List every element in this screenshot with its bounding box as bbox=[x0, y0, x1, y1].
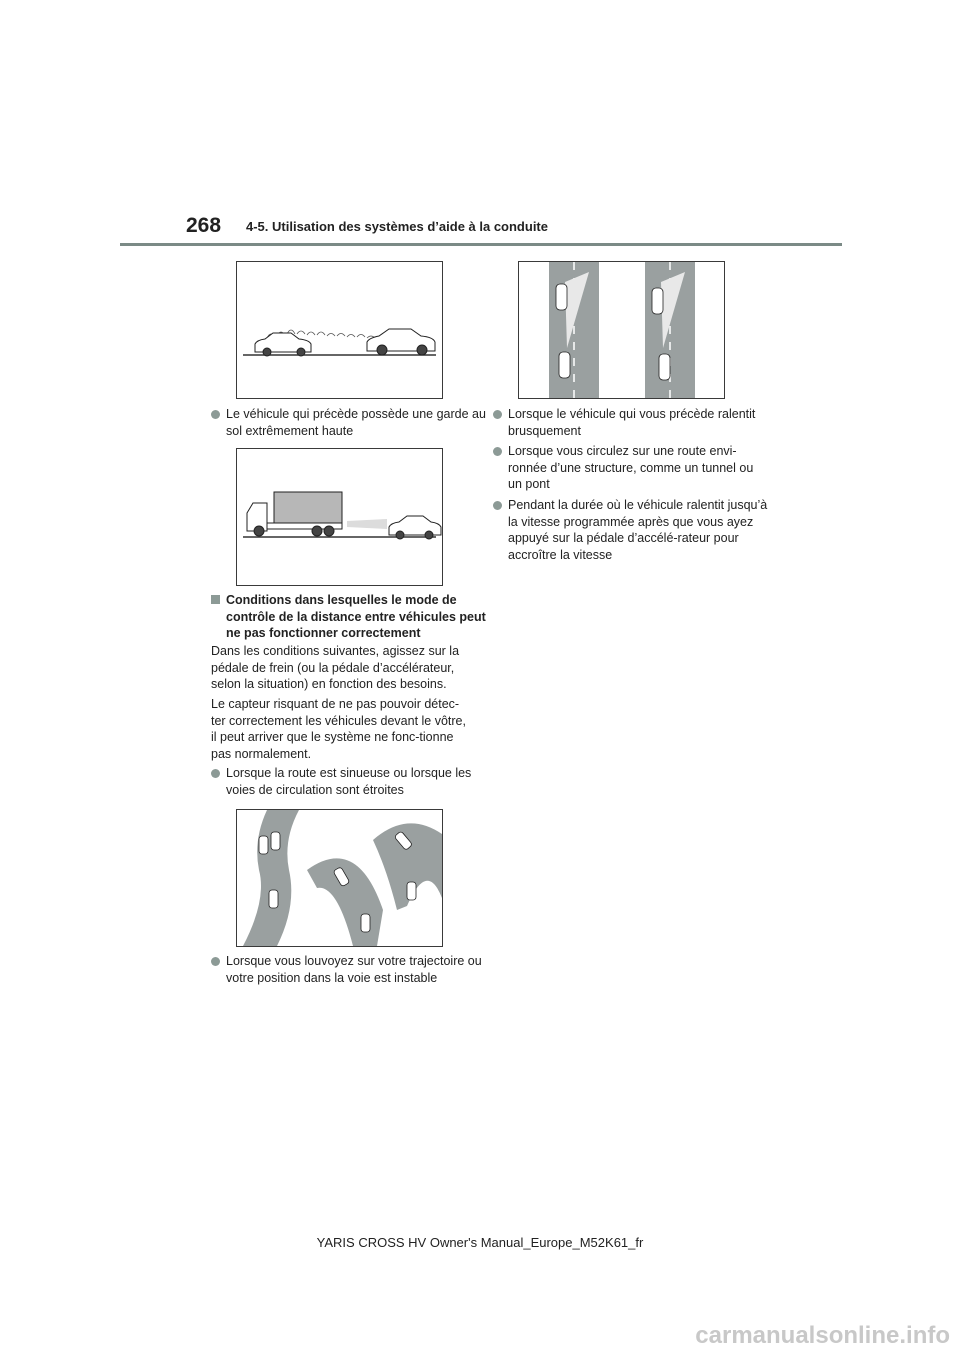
car-icon bbox=[259, 836, 268, 854]
page-number: 268 bbox=[186, 214, 222, 237]
car-icon bbox=[271, 832, 280, 850]
preceding-car-icon bbox=[556, 284, 567, 310]
bullet-tunnel: Lorsque vous circulez sur une route envi-ronnée d’une structure, comme un tunnel ou un pont bbox=[493, 443, 770, 493]
paragraph-sensor-warning: Le capteur risquant de ne pas pouvoir détec-ter correctement les véhicules devant le vôtre, il peut arriver que le système ne fonc-tionne pas normalement. bbox=[211, 697, 466, 761]
own-car-icon bbox=[559, 352, 570, 378]
car-icon bbox=[269, 890, 278, 908]
footer-manual-name: YARIS CROSS HV Owner's Manual_Europe_M52K61_fr bbox=[316, 1235, 644, 1250]
truck-icon bbox=[247, 492, 342, 536]
radar-beam-icon bbox=[347, 519, 387, 529]
bullet-slowing-to-set-speed: Pendant la durée où le véhicule ralentit jusqu’à la vitesse programmée après que vous ayez appuyé sur la pédale d’accélé-rateur pour accroître la vitesse bbox=[493, 497, 770, 563]
illustration-high-clearance-vehicle bbox=[236, 261, 443, 399]
header-divider bbox=[120, 243, 842, 246]
bullet-weaving: Lorsque vous louvoyez sur votre trajectoire ou votre position dans la voie est instable bbox=[211, 953, 488, 986]
car-icon bbox=[407, 882, 416, 900]
bullet-ground-clearance: Le véhicule qui précède possède une garde au sol extrêmement haute bbox=[211, 406, 486, 439]
preceding-car-icon bbox=[652, 288, 663, 314]
preceding-car-icon bbox=[367, 329, 435, 355]
illustration-sudden-slowdown bbox=[518, 261, 725, 399]
illustration-winding-roads bbox=[236, 809, 443, 947]
bullet-winding-road: Lorsque la route est sinueuse ou lorsque les voies de circulation sont étroites bbox=[211, 765, 486, 798]
paragraph-brake-instructions: Dans les conditions suivantes, agissez sur la pédale de frein (ou la pédale d’accélérateur, selon la situation) en fonction des besoins. bbox=[211, 644, 460, 691]
subheading-conditions: Conditions dans lesquelles le mode de contrôle de la distance entre véhicules peut ne pas fonctionner correctement bbox=[211, 592, 486, 642]
own-car-icon bbox=[659, 354, 670, 380]
own-car-icon bbox=[255, 333, 311, 356]
car-icon bbox=[361, 914, 370, 932]
watermark: carmanualsonline.info bbox=[695, 1322, 950, 1349]
section-title: 4-5. Utilisation des systèmes d’aide à la conduite bbox=[246, 219, 548, 234]
illustration-truck-ahead bbox=[236, 448, 443, 586]
own-car-icon bbox=[389, 516, 441, 539]
bullet-sudden-slowdown: Lorsque le véhicule qui vous précède ralentit brusquement bbox=[493, 406, 770, 439]
